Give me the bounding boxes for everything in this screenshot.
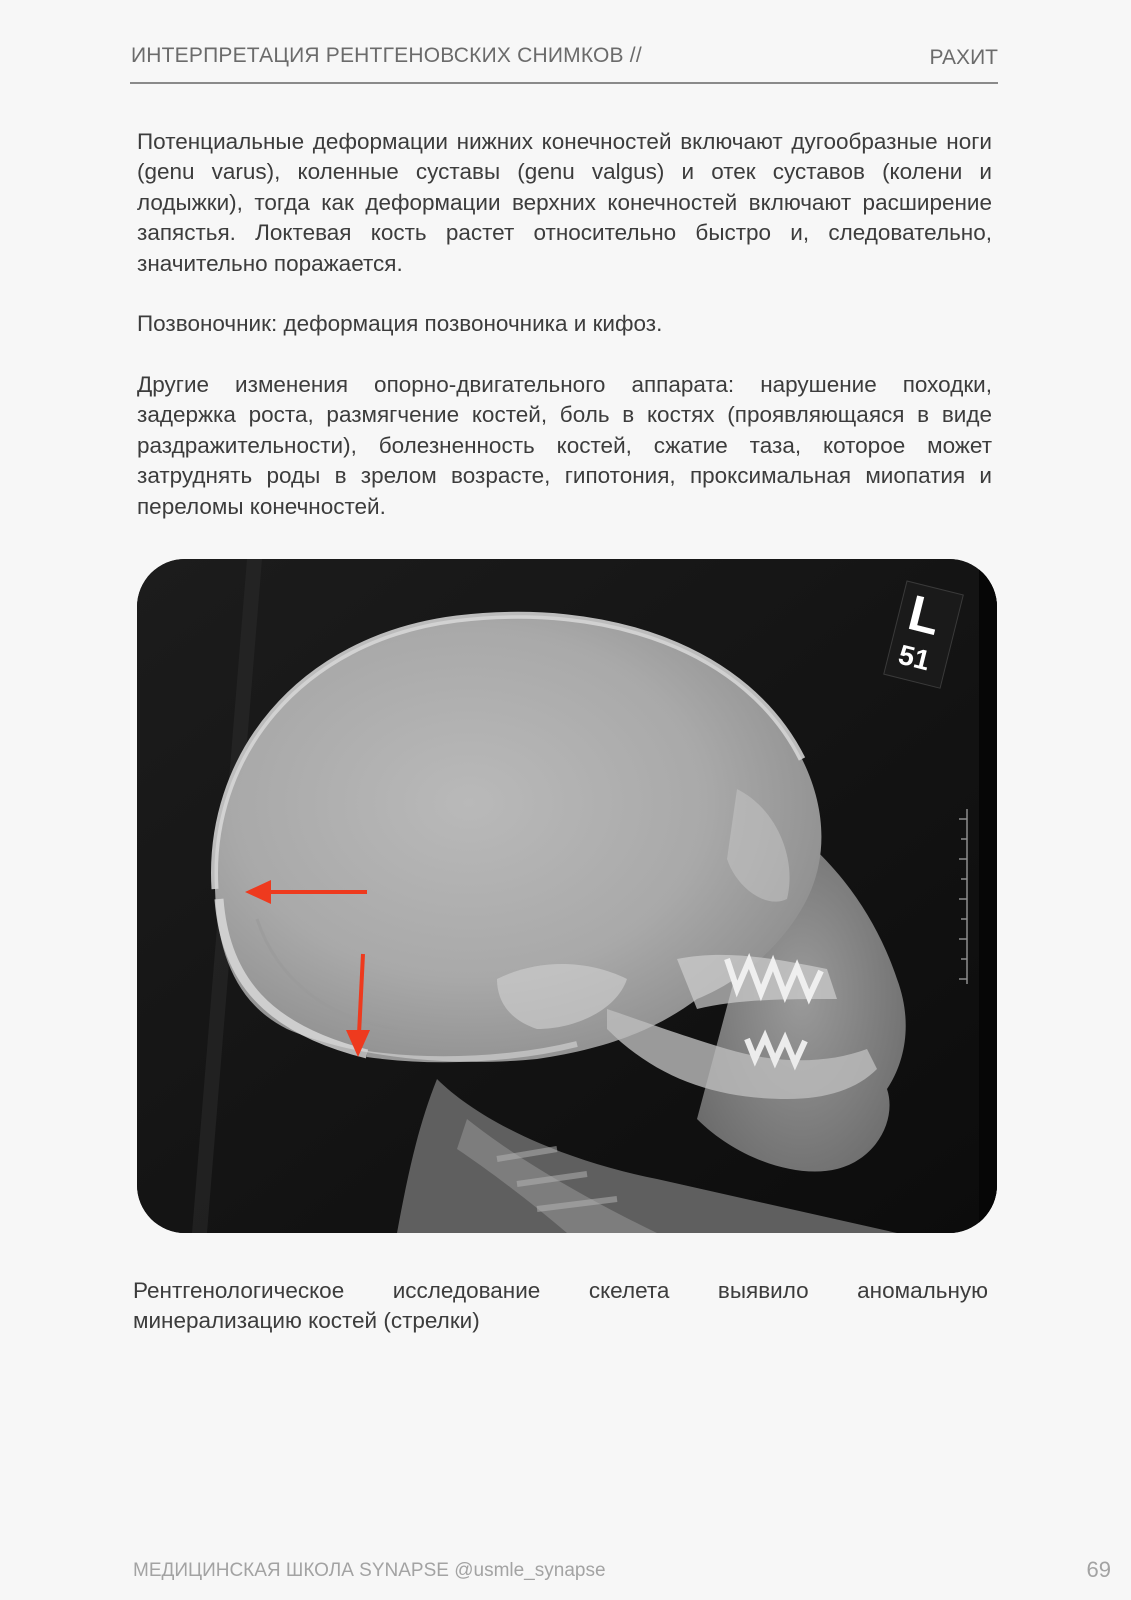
paragraph-limb-deformities: Потенциальные деформации нижних конечностей включают дугообразные ноги (genu varus), коленные суставы (genu valgus) и отек суставов (колени и лодыжки), тогда как деформации верхних конечностей включают расширение запястья. Локтевая кость растет относительно быстро и, следовательно, значительно поражается. (137, 129, 992, 276)
figure-caption: Рентгенологическое исследование скелета выявило аномальную минерализацию костей (стрелки) (133, 1278, 988, 1334)
footer-school: МЕДИЦИНСКАЯ ШКОЛА SYNAPSE @usmle_synapse (133, 1560, 606, 1581)
topic-title: РАХИТ (929, 46, 998, 69)
page-number: 69 (1086, 1557, 1111, 1582)
paragraph-other-changes: Другие изменения опорно-двигательного аппарата: нарушение походки, задержка роста, размягчение костей, боль в костях (проявляющаяся в виде раздражительности), болезненность костей, сжатие таза, которое может затруднять роды в зрелом возрасте, гипотония, проксимальная миопатия и переломы конечностей. (137, 372, 992, 519)
page-header (130, 42, 998, 84)
skull-xray-image (137, 559, 997, 1233)
side-marker-number: 51 (895, 638, 934, 677)
film-right-border (979, 559, 997, 1233)
side-marker-letter: L (902, 584, 947, 647)
paragraph-spine: Позвоночник: деформация позвоночника и кифоз. (137, 311, 663, 336)
section-title: ИНТЕРПРЕТАЦИЯ РЕНТГЕНОВСКИХ СНИМКОВ // (131, 44, 642, 67)
